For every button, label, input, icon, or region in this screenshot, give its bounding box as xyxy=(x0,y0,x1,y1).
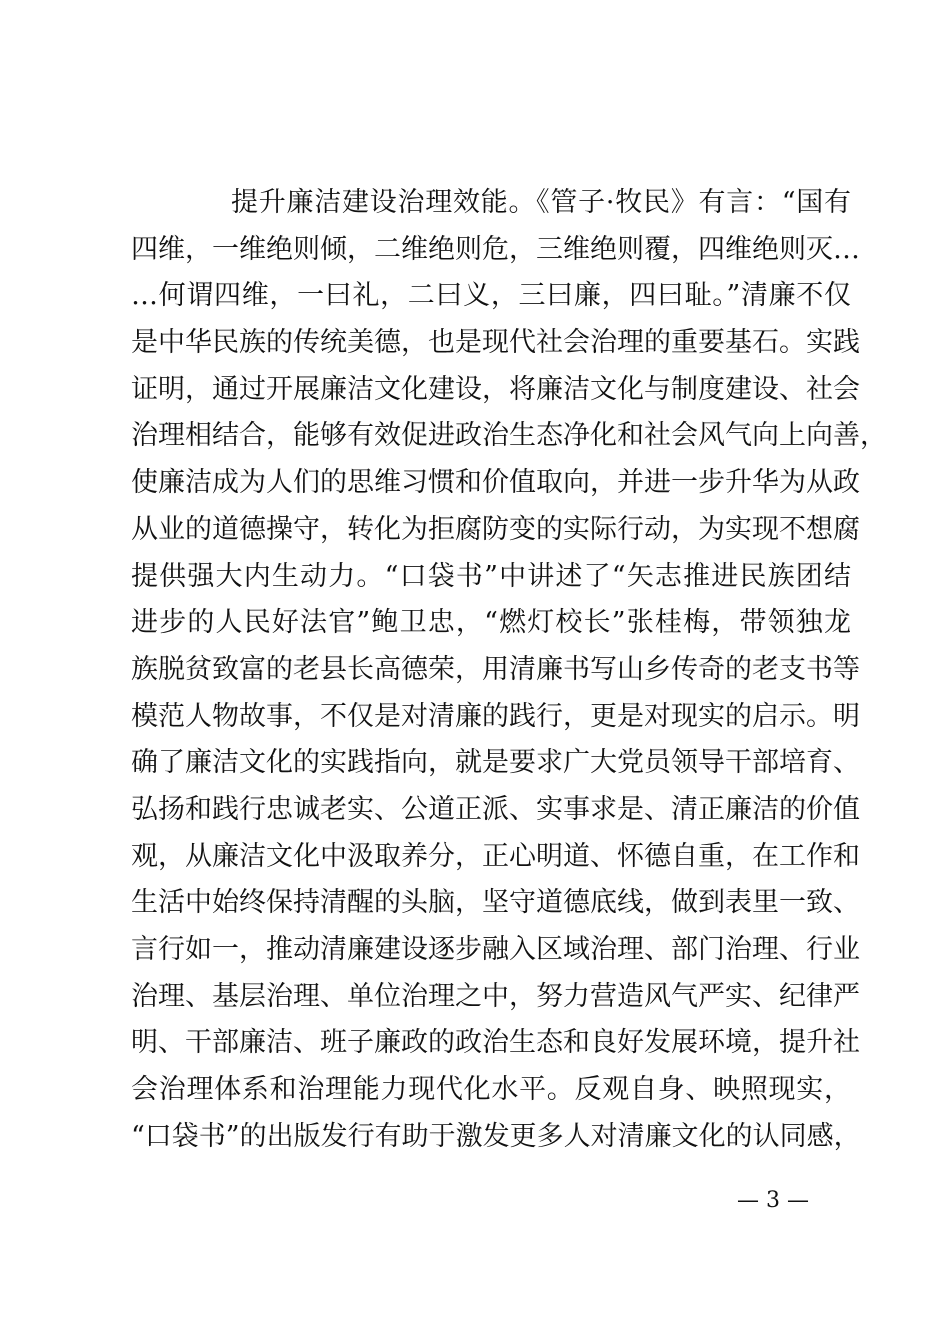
text-line: 会治理体系和治理能力现代化水平。反观自身、映照现实， xyxy=(131,1074,851,1106)
text-line: 治理、基层治理、单位治理之中，努力营造风气严实、纪律严 xyxy=(131,980,860,1012)
text-line: 族脱贫致富的老县长高德荣，用清廉书写山乡传奇的老支书等 xyxy=(131,653,860,685)
text-line: …何谓四维，一曰礼，二曰义，三曰廉，四曰耻。”清廉不仅 xyxy=(131,280,851,312)
text-line: 从业的道德操守，转化为拒腐防变的实际行动，为实现不想腐 xyxy=(131,513,860,545)
page-number: — 3 — xyxy=(737,1188,809,1213)
text-line: 四维，一维绝则倾，二维绝则危，三维绝则覆，四维绝则灭… xyxy=(131,233,860,265)
body-paragraph xyxy=(131,180,887,1160)
text-line: 证明，通过开展廉洁文化建设，将廉洁文化与制度建设、社会 xyxy=(131,373,860,405)
text-line: 确了廉洁文化的实践指向，就是要求广大党员领导干部培育、 xyxy=(131,747,860,779)
text-line: 使廉洁成为人们的思维习惯和价值取向，并进一步升华为从政 xyxy=(131,467,860,499)
text-line: 模范人物故事，不仅是对清廉的践行，更是对现实的启示。明 xyxy=(131,700,860,732)
text-line: 提供强大内生动力。“口袋书”中讲述了“矢志推进民族团结 xyxy=(131,560,851,592)
text-line: 生活中始终保持清醒的头脑，坚守道德底线，做到表里一致、 xyxy=(131,887,860,919)
text-line: 明、干部廉洁、班子廉政的政治生态和良好发展环境，提升社 xyxy=(131,1027,860,1059)
text-line: 弘扬和践行忠诚老实、公道正派、实事求是、清正廉洁的价值 xyxy=(131,793,860,825)
text-line: “口袋书”的出版发行有助于激发更多人对清廉文化的认同感， xyxy=(131,1120,861,1152)
text-line: 提升廉洁建设治理效能。《管子·牧民》有言：“国有 xyxy=(231,187,851,218)
text-line: 观，从廉洁文化中汲取养分，正心明道、怀德自重，在工作和 xyxy=(131,840,860,872)
text-line: 治理相结合，能够有效促进政治生态净化和社会风气向上向善， xyxy=(131,420,887,452)
text-line: 是中华民族的传统美德，也是现代社会治理的重要基石。实践 xyxy=(131,327,860,359)
text-line: 进步的人民好法官”鲍卫忠，“燃灯校长”张桂梅，带领独龙 xyxy=(131,607,851,639)
text-line: 言行如一，推动清廉建设逐步融入区域治理、部门治理、行业 xyxy=(131,934,860,965)
